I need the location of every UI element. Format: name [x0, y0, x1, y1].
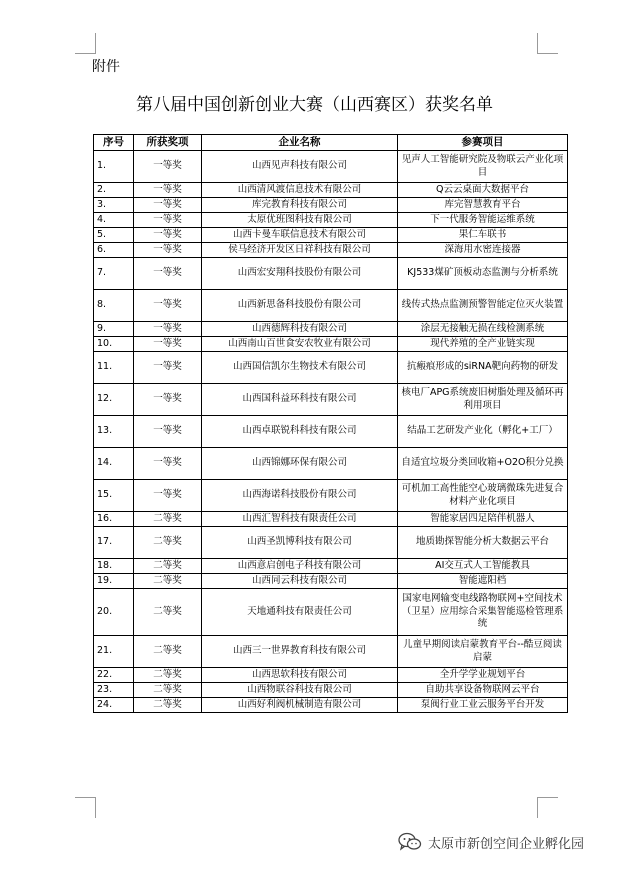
cell-award: 一等奖 [134, 183, 202, 198]
table-row [94, 589, 568, 636]
cell-seq: 22. [94, 668, 134, 683]
cell-award: 一等奖 [134, 258, 202, 290]
table-row [94, 527, 568, 559]
cell-project: 结晶工艺研发产业化（孵化+工厂） [398, 416, 568, 448]
cell-project: 抗瘢痕形成的siRNA靶向药物的研发 [398, 352, 568, 384]
cell-project: 智能遮阳档 [398, 574, 568, 589]
watermark-text: 太原市新创空间企业孵化园 [428, 836, 585, 852]
cell-seq: 8. [94, 290, 134, 322]
cell-company: 山西国科益环科技有限公司 [202, 384, 398, 416]
cell-award: 一等奖 [134, 290, 202, 322]
cell-seq: 14. [94, 448, 134, 480]
header-seq: 序号 [94, 135, 134, 151]
cell-seq: 5. [94, 228, 134, 243]
cell-project: 自助共享设备物联网云平台 [398, 683, 568, 698]
cell-company: 库完教育科技有限公司 [202, 198, 398, 213]
cell-award: 二等奖 [134, 589, 202, 636]
table-row [94, 183, 568, 198]
cell-company: 山西清风渡信息技术有限公司 [202, 183, 398, 198]
cell-company: 山西卡曼车联信息技术有限公司 [202, 228, 398, 243]
cell-seq: 21. [94, 636, 134, 668]
table-row [94, 559, 568, 574]
crop-mark-top-right [537, 33, 558, 54]
cell-seq: 7. [94, 258, 134, 290]
table-body [94, 151, 568, 713]
table-row [94, 636, 568, 668]
cell-company: 侯马经济开发区日祥科技有限公司 [202, 243, 398, 258]
cell-company: 山西意启创电子科技有限公司 [202, 559, 398, 574]
table-header-row [94, 135, 568, 151]
cell-award: 一等奖 [134, 416, 202, 448]
cell-company: 山西见声科技有限公司 [202, 151, 398, 183]
cell-award: 二等奖 [134, 574, 202, 589]
cell-company: 山西三一世界教育科技有限公司 [202, 636, 398, 668]
cell-project: 线传式热点监测预警智能定位灭火装置 [398, 290, 568, 322]
table-row [94, 243, 568, 258]
crop-mark-bottom-left [75, 797, 96, 818]
cell-seq: 10. [94, 337, 134, 352]
cell-seq: 15. [94, 480, 134, 512]
cell-seq: 11. [94, 352, 134, 384]
table-row [94, 512, 568, 527]
cell-award: 二等奖 [134, 668, 202, 683]
cell-project: 核电厂APG系统废旧树脂处理及循环再利用项目 [398, 384, 568, 416]
cell-seq: 3. [94, 198, 134, 213]
cell-award: 二等奖 [134, 698, 202, 713]
cell-award: 二等奖 [134, 683, 202, 698]
cell-company: 山西国信凯尔生物技术有限公司 [202, 352, 398, 384]
cell-seq: 16. [94, 512, 134, 527]
table-row [94, 384, 568, 416]
cell-company: 山西卓联锐科科技有限公司 [202, 416, 398, 448]
cell-seq: 20. [94, 589, 134, 636]
cell-company: 山西宏安翔科技股份有限公司 [202, 258, 398, 290]
cell-seq: 23. [94, 683, 134, 698]
cell-seq: 19. [94, 574, 134, 589]
cell-company: 天地通科技有限责任公司 [202, 589, 398, 636]
table-row [94, 416, 568, 448]
cell-project: 可机加工高性能空心玻璃微珠先进复合材料产业化项目 [398, 480, 568, 512]
cell-project: 现代养殖的全产业链实现 [398, 337, 568, 352]
cell-award: 一等奖 [134, 322, 202, 337]
cell-award: 二等奖 [134, 512, 202, 527]
attachment-label: 附件 [92, 59, 120, 75]
cell-award: 二等奖 [134, 636, 202, 668]
cell-company: 山西德辉科技有限公司 [202, 322, 398, 337]
cell-award: 一等奖 [134, 337, 202, 352]
cell-company: 山西思软科技有限公司 [202, 668, 398, 683]
cell-seq: 24. [94, 698, 134, 713]
cell-project: 果仁车联书 [398, 228, 568, 243]
cell-seq: 4. [94, 213, 134, 228]
table-row [94, 574, 568, 589]
cell-seq: 18. [94, 559, 134, 574]
cell-award: 一等奖 [134, 480, 202, 512]
cell-company: 山西同云科技有限公司 [202, 574, 398, 589]
watermark [398, 832, 584, 852]
cell-company: 山西锦娜环保有限公司 [202, 448, 398, 480]
table-row [94, 228, 568, 243]
crop-mark-bottom-right [537, 797, 558, 818]
cell-project: 自适宜垃圾分类回收箱+O2O积分兑换 [398, 448, 568, 480]
cell-seq: 13. [94, 416, 134, 448]
cell-seq: 17. [94, 527, 134, 559]
cell-award: 一等奖 [134, 228, 202, 243]
cell-award: 一等奖 [134, 243, 202, 258]
cell-award: 一等奖 [134, 151, 202, 183]
table-row [94, 337, 568, 352]
cell-project: 儿童早期阅读启蒙教育平台--酷豆阅读启蒙 [398, 636, 568, 668]
cell-project: AI交互式人工智能教具 [398, 559, 568, 574]
cell-award: 二等奖 [134, 559, 202, 574]
table-row [94, 683, 568, 698]
table-row [94, 322, 568, 337]
cell-project: 涂层无接触无损在线检测系统 [398, 322, 568, 337]
document-title: 第八届中国创新创业大赛（山西赛区）获奖名单 [136, 95, 493, 115]
cell-award: 一等奖 [134, 384, 202, 416]
cell-project: 库完智慧教育平台 [398, 198, 568, 213]
cell-seq: 2. [94, 183, 134, 198]
cell-seq: 6. [94, 243, 134, 258]
cell-project: 见声人工智能研究院及物联云产业化项目 [398, 151, 568, 183]
cell-project: 地质勘探智能分析大数据云平台 [398, 527, 568, 559]
table-row [94, 151, 568, 183]
cell-company: 山西海诺科技股份有限公司 [202, 480, 398, 512]
table-row [94, 198, 568, 213]
cell-award: 一等奖 [134, 352, 202, 384]
wechat-icon [398, 832, 422, 852]
header-award: 所获奖项 [134, 135, 202, 151]
table-row [94, 258, 568, 290]
cell-project: 全升学学业规划平台 [398, 668, 568, 683]
table-row [94, 213, 568, 228]
cell-award: 一等奖 [134, 213, 202, 228]
awards-table [93, 134, 568, 713]
cell-award: 一等奖 [134, 448, 202, 480]
cell-project: 深海用水密连接器 [398, 243, 568, 258]
cell-project: Q云云桌面大数据平台 [398, 183, 568, 198]
cell-seq: 9. [94, 322, 134, 337]
crop-mark-top-left [75, 33, 96, 54]
cell-company: 山西圣凯博科技有限公司 [202, 527, 398, 559]
cell-company: 山西南山百世食安农牧业有限公司 [202, 337, 398, 352]
cell-project: 国家电网输变电线路物联网+空间技术（卫星）应用综合采集智能巡检管理系统 [398, 589, 568, 636]
cell-award: 二等奖 [134, 527, 202, 559]
cell-project: KJ533煤矿顶板动态监测与分析系统 [398, 258, 568, 290]
cell-award: 一等奖 [134, 198, 202, 213]
cell-seq: 12. [94, 384, 134, 416]
cell-company: 太原优班图科技有限公司 [202, 213, 398, 228]
table-row [94, 352, 568, 384]
table-row [94, 290, 568, 322]
cell-project: 智能家居四足陪伴机器人 [398, 512, 568, 527]
cell-project: 下一代服务智能运维系统 [398, 213, 568, 228]
cell-company: 山西汇智科技有限责任公司 [202, 512, 398, 527]
cell-project: 泵阀行业工业云服务平台开发 [398, 698, 568, 713]
table-row [94, 448, 568, 480]
table-row [94, 698, 568, 713]
cell-company: 山西物联谷科技有限公司 [202, 683, 398, 698]
cell-company: 山西新思备科技股份有限公司 [202, 290, 398, 322]
table-row [94, 668, 568, 683]
header-company: 企业名称 [202, 135, 398, 151]
header-project: 参赛项目 [398, 135, 568, 151]
table-row [94, 480, 568, 512]
cell-company: 山西好利阀机械制造有限公司 [202, 698, 398, 713]
cell-seq: 1. [94, 151, 134, 183]
